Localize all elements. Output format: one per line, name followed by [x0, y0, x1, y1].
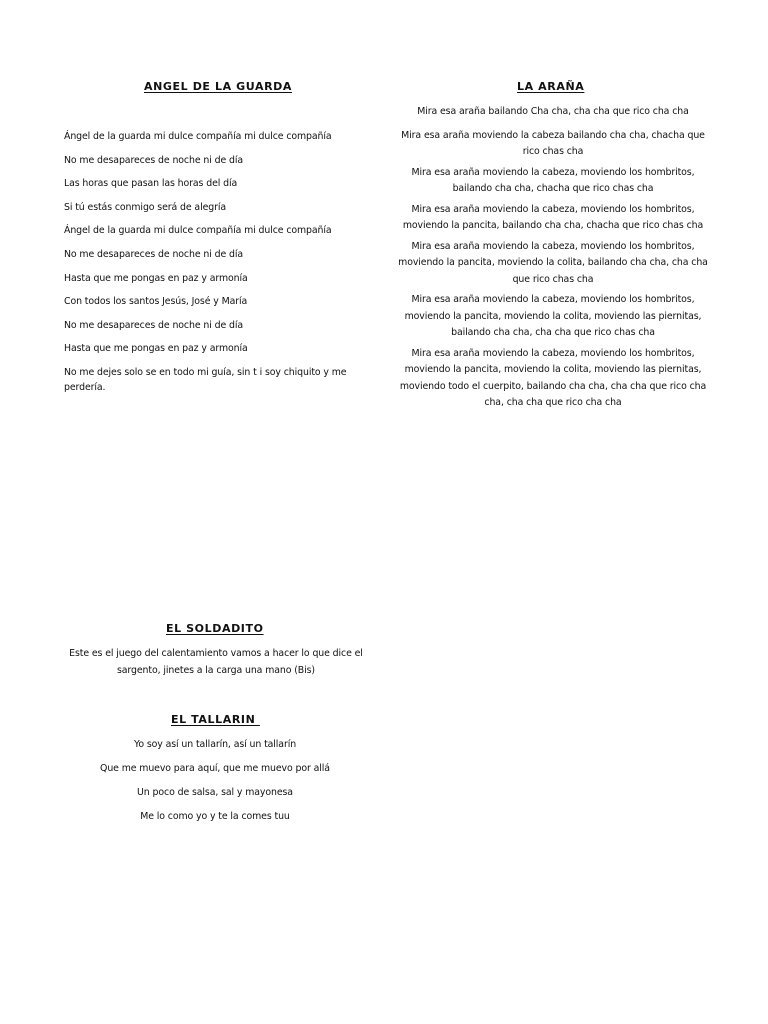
lyric-verse: Este es el juego del calentamiento vamos a hacer lo que dice el sargento, jinetes a la carga una mano (Bis) [69, 648, 363, 676]
lyric-line: No me desapareces de noche ni de día [64, 154, 244, 166]
lyric-line: Yo soy así un tallarín, así un tallarín [133, 739, 297, 750]
lyric-verse: Mira esa araña moviendo la cabeza, moviendo los hombritos, moviendo la pancita, moviendo la colita, moviendo las piernitas, moviendo todo el cuerpito, bailando cha cha, cha cha que rico cha cha, cha cha que rico cha cha [399, 347, 707, 408]
lyric-line: Que me muevo para aquí, que me muevo por allá [100, 763, 330, 774]
lyric-line: Me lo como yo y te la comes tuu [140, 811, 290, 822]
el-soldadito-lyrics [68, 646, 364, 679]
angel-de-la-guarda-lyrics [64, 129, 364, 404]
la-arana-lyrics [396, 104, 710, 416]
lyric-verse: Mira esa araña bailando Cha cha, cha cha que rico cha cha [417, 106, 689, 117]
lyric-verse: Mira esa araña moviendo la cabeza, moviendo los hombritos, moviendo la pancita, moviendo la colita, bailando cha cha, cha cha que rico chas cha [398, 240, 708, 285]
lyric-line: Ángel de la guarda mi dulce compañía mi dulce compañía [64, 225, 332, 237]
el-tallarin-lyrics [80, 737, 350, 833]
lyric-verse: Mira esa araña moviendo la cabeza bailando cha cha, chacha que rico chas cha [401, 129, 705, 157]
lyric-line: Las horas que pasan las horas del día [64, 178, 238, 190]
lyric-verse: Mira esa araña moviendo la cabeza, moviendo los hombritos, bailando cha cha, chacha que rico chas cha [411, 166, 695, 194]
lyric-line: No me dejes solo se en todo mi guía, sin t i soy chiquito y me perdería. [64, 366, 347, 393]
la-arana-title: LA ARAÑA [517, 80, 585, 93]
lyric-line: Hasta que me pongas en paz y armonía [64, 343, 248, 355]
lyric-line: Hasta que me pongas en paz y armonía [64, 272, 248, 284]
lyric-verse: Mira esa araña moviendo la cabeza, moviendo los hombritos, moviendo la pancita, bailando cha cha, chacha que rico chas cha [402, 203, 704, 231]
lyric-line: No me desapareces de noche ni de día [64, 319, 244, 331]
lyric-line: No me desapareces de noche ni de día [64, 248, 244, 260]
el-soldadito-title: EL SOLDADITO [166, 622, 264, 635]
lyric-line: Ángel de la guarda mi dulce compañía mi dulce compañía [64, 131, 332, 142]
el-tallarin-title: EL TALLARIN [171, 713, 260, 726]
lyric-verse: Mira esa araña moviendo la cabeza, moviendo los hombritos, moviendo la pancita, moviendo la colita, moviendo las piernitas, bailando cha cha, cha cha que rico chas cha [404, 294, 702, 338]
lyric-line: Si tú estás conmigo será de alegría [64, 201, 227, 213]
angel-de-la-guarda-title: ANGEL DE LA GUARDA [144, 80, 292, 93]
lyric-line: Con todos los santos Jesús, José y María [64, 296, 248, 308]
lyric-line: Un poco de salsa, sal y mayonesa [137, 787, 293, 798]
